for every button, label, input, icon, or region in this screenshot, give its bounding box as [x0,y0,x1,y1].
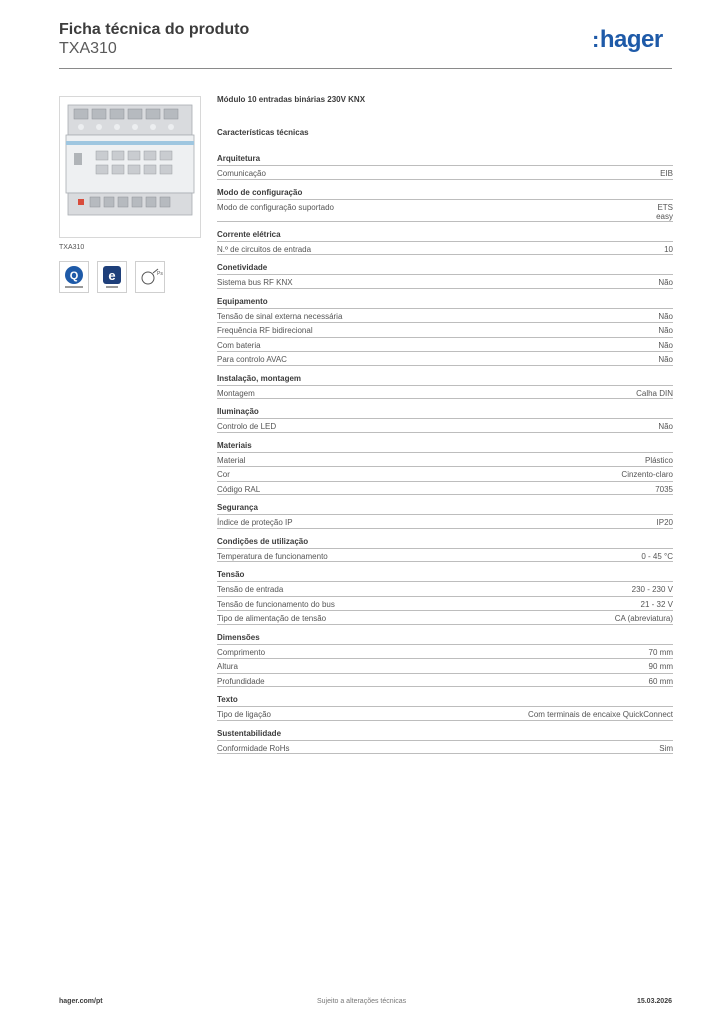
spec-label: Com bateria [217,340,261,350]
spec-value [636,389,673,398]
spec-group-title: Tensão [217,570,245,579]
spec-label: Temperatura de funcionamento [217,551,328,561]
spec-value [655,485,673,494]
spec-label: Modo de configuração suportado [217,202,334,212]
spec-value [649,662,673,671]
spec-value [621,470,673,479]
spec-group [217,729,673,755]
spec-row [217,337,673,352]
spec-value [656,203,673,221]
spec-value-line: Não [658,355,673,364]
svg-text:e: e [108,268,116,283]
spec-group [217,537,673,563]
logo-text: hager [599,26,663,53]
spec-value-line: 0 - 45 °C [641,551,673,561]
spec-group [217,297,673,366]
spec-label: Tipo de alimentação de tensão [217,614,327,623]
footer-date: 15.03.2026 [636,998,672,1005]
spec-row [217,199,673,222]
spec-group-title: Materiais [217,440,252,450]
spec-value-line: IP20 [656,518,673,527]
spec-label: Tensão de entrada [217,585,284,594]
spec-label: Montagem [217,388,255,398]
spec-value-line: Não [658,422,673,431]
spec-group-title: Equipamento [217,296,268,306]
spec-value [528,710,673,719]
spec-label: Tensão de sinal externa necessária [217,311,343,321]
spec-row [217,481,673,496]
spec-label: N.º de circuitos de entrada [217,244,312,254]
spec-value-line: Plástico [644,455,673,465]
spec-value [641,552,673,561]
spec-value-line: 90 mm [648,662,673,671]
spec-row [217,514,673,529]
spec-label: Controlo de LED [217,422,277,431]
spec-row [217,351,673,366]
spec-value-line: Sim [659,743,673,753]
spec-row [217,658,673,673]
spec-value [657,518,673,527]
spec-group-title: Modo de configuração [217,187,303,197]
spec-value-line: Cinzento-claro [621,470,673,479]
spec-value [645,456,673,465]
hager-logo: :hager [592,26,663,53]
spec-group [217,695,673,721]
spec-value-line: Calha DIN [636,388,673,398]
spec-value [649,648,673,657]
spec-group [217,633,673,688]
spec-row [217,418,673,433]
spec-group-title: Dimensões [217,632,260,642]
spec-value [658,341,673,350]
din-module-illustration [60,97,200,237]
spec-row [217,308,673,323]
spec-label: Profundidade [217,676,265,686]
spec-row [217,165,673,180]
spec-value [632,585,673,594]
product-image [59,96,201,238]
spec-value [615,614,673,623]
spec-value-line: 10 [664,244,673,254]
spec-group-title: Condições de utilização [217,536,309,546]
spec-value-line: ETS [657,202,673,212]
spec-label: Comprimento [217,647,266,657]
spec-row [217,581,673,596]
spec-value-line: 70 mm [648,647,673,657]
spec-group-title: Arquitetura [217,154,261,163]
spec-value [658,278,673,287]
spec-group-title: Iluminação [217,407,259,416]
specifications [217,95,673,762]
spec-value-line: Com terminais de encaixe QuickConnect [528,710,673,719]
spec-group [217,570,673,625]
spec-value [660,169,673,178]
spec-groups [217,154,673,754]
spec-row [217,740,673,755]
page-title: Ficha técnica do produto [59,21,250,38]
spec-group-title: Segurança [217,503,258,512]
spec-value-line: Não [658,340,673,350]
spec-value-line: 7035 [655,484,673,494]
hand-symbol-icon [135,261,165,293]
product-code: TXA310 [59,40,117,57]
spec-label: Cor [217,470,230,479]
spec-value [664,245,673,254]
spec-row [217,466,673,481]
eib-certificate-icon [97,261,127,293]
svg-text:Q: Q [69,270,79,282]
spec-group [217,407,673,433]
spec-group-title: Conetividade [217,263,268,272]
spec-value [658,312,673,321]
spec-row [217,452,673,467]
spec-row [217,385,673,400]
spec-label: Tensão de funcionamento do bus [217,599,335,609]
spec-row [217,548,673,563]
spec-group [217,441,673,496]
spec-value-line: EIB [660,169,673,178]
certification-icons [59,261,165,293]
spec-label: Código RAL [217,484,261,494]
spec-value-line: easy [656,211,673,221]
spec-label: Material [217,455,246,465]
spec-group [217,154,673,180]
spec-row [217,644,673,659]
spec-row [217,610,673,625]
spec-label: Comunicação [217,169,266,178]
spec-group [217,188,673,222]
spec-value-line: Não [658,278,673,287]
product-description: Módulo 10 entradas binárias 230V KNX [217,95,366,104]
spec-value-line: 230 - 230 V [631,585,673,594]
spec-row [217,241,673,256]
image-caption: TXA310 [59,244,85,251]
spec-value [649,677,673,686]
spec-row [217,322,673,337]
spec-row [217,596,673,611]
spec-group [217,503,673,529]
spec-label: Índice de proteção IP [217,518,293,527]
footer-notice: Sujeito a alterações técnicas [317,998,407,1005]
spec-value-line: Não [658,326,673,335]
spec-label: Frequência RF bidirecional [217,326,313,335]
spec-group-title: Corrente elétrica [217,229,281,239]
spec-row [217,706,673,721]
spec-label: Conformidade RoHs [217,743,290,753]
spec-value-line: 21 - 32 V [640,599,673,609]
spec-group [217,230,673,256]
svg-text:Ps: Ps [157,271,163,277]
spec-group-title: Sustentabilidade [217,728,282,738]
spec-label: Tipo de ligação [217,710,271,719]
spec-value-line: 60 mm [648,676,673,686]
quality-certificate-icon [59,261,89,293]
spec-label: Altura [217,662,238,671]
spec-label: Para controlo AVAC [217,355,287,364]
spec-group-title: Texto [217,695,238,704]
spec-value [659,744,673,753]
spec-label: Sistema bus RF KNX [217,278,293,287]
spec-group [217,263,673,289]
spec-value [658,355,673,364]
spec-value-line: Não [658,311,673,321]
spec-value [641,600,673,609]
section-heading: Características técnicas [217,128,309,137]
spec-row [217,274,673,289]
header-divider [59,68,672,69]
footer-website: hager.com/pt [59,998,103,1005]
spec-group-title: Instalação, montagem [217,373,302,383]
spec-value-line: CA (abreviatura) [614,614,673,623]
spec-value [658,326,673,335]
spec-group [217,374,673,400]
spec-value [658,422,673,431]
spec-row [217,673,673,688]
